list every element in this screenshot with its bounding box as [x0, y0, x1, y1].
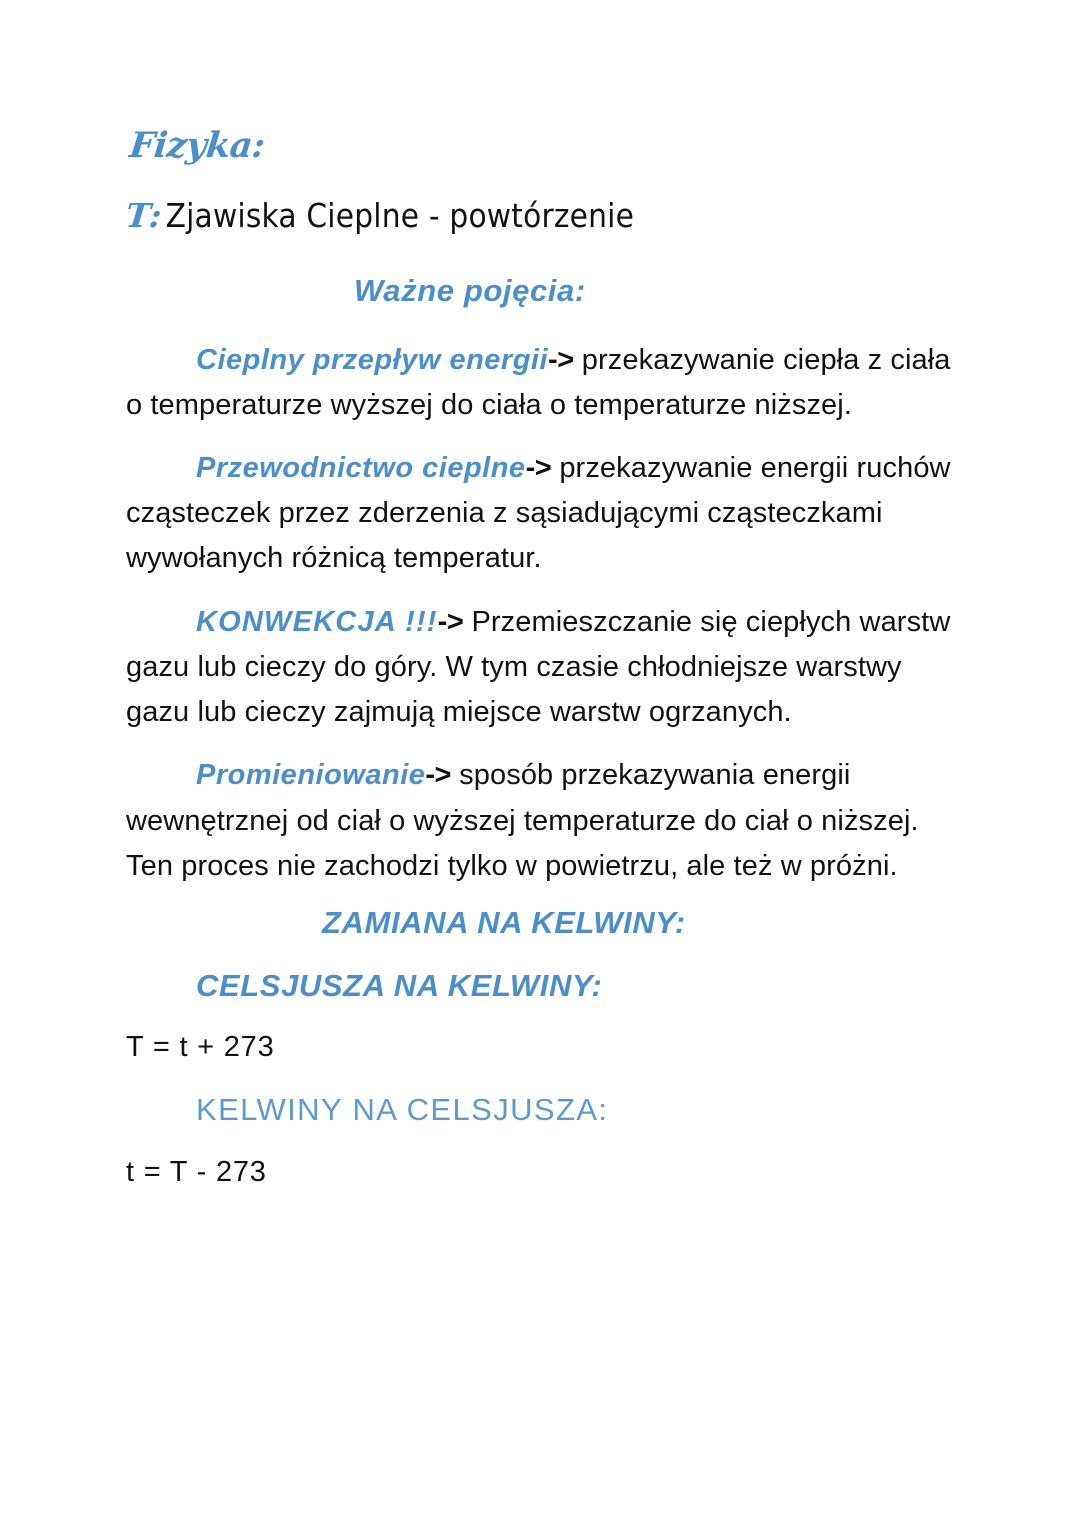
arrow-glyph: ->: [525, 452, 552, 485]
kelvin-to-celsius-formula: t = T - 273: [126, 1155, 267, 1188]
celsius-to-kelvin-formula: T = t + 273: [126, 1031, 275, 1064]
conversion-section: [126, 907, 966, 1188]
term-promieniowanie: Promieniowanie: [196, 759, 426, 792]
term-cieplny-przeplyw-energii: Cieplny przepływ energii: [196, 343, 549, 376]
notes-content: [123, 125, 966, 1219]
term-konwekcja: KONWEKCJA !!!: [196, 605, 438, 638]
celsius-to-kelvin-heading: CELSJUSZA NA KELWINY:: [196, 967, 603, 1003]
topic-prefix-label: T:: [123, 196, 164, 235]
topic-line: [123, 196, 966, 235]
arrow-glyph: ->: [548, 343, 574, 376]
definition-body-cieplny-przeplyw: przekazywanie ciepła z ciała o temperaturze wyższej do ciała o temperaturze niższej.: [126, 343, 951, 421]
definition-body-konwekcja: Przemieszczanie się ciepłych warstw gazu lub cieczy do góry. W tym czasie chłodniejsze warstwy gazu lub cieczy zajmują miejsce warstw ogrzanych.: [126, 605, 951, 729]
term-przewodnictwo-cieplne: Przewodnictwo cieplne: [196, 452, 526, 485]
definition-body-promieniowanie: sposób przekazywania energii wewnętrznej od ciał o wyższej temperaturze do ciał o niższej. Ten proces nie zachodzi tylko w powietrzu, ale też w próżni.: [126, 759, 919, 882]
subject-heading: Fizyka:: [127, 125, 267, 166]
important-concepts-heading: Ważne pojęcia:: [354, 273, 586, 308]
topic-title: Zjawiska Cieplne - powtórzenie: [165, 196, 635, 235]
arrow-glyph: ->: [437, 605, 464, 638]
conversion-main-heading: ZAMIANA NA KELWINY:: [322, 905, 686, 941]
kelvin-to-celsius-heading: KELWINY NA CELSJUSZA:: [196, 1092, 609, 1128]
arrow-glyph: ->: [425, 759, 451, 792]
definition-przewodnictwo-cieplne: [126, 446, 966, 582]
definition-body-przewodnictwo-cieplne: przekazywanie energii ruchów cząsteczek przez zderzenia z sąsiadującymi cząsteczkami wywołanych różnicą temperatur.: [126, 452, 951, 575]
definition-cieplny-przeplyw: [126, 338, 966, 428]
definition-konwekcja: [126, 600, 966, 736]
definition-promieniowanie: [126, 753, 966, 889]
